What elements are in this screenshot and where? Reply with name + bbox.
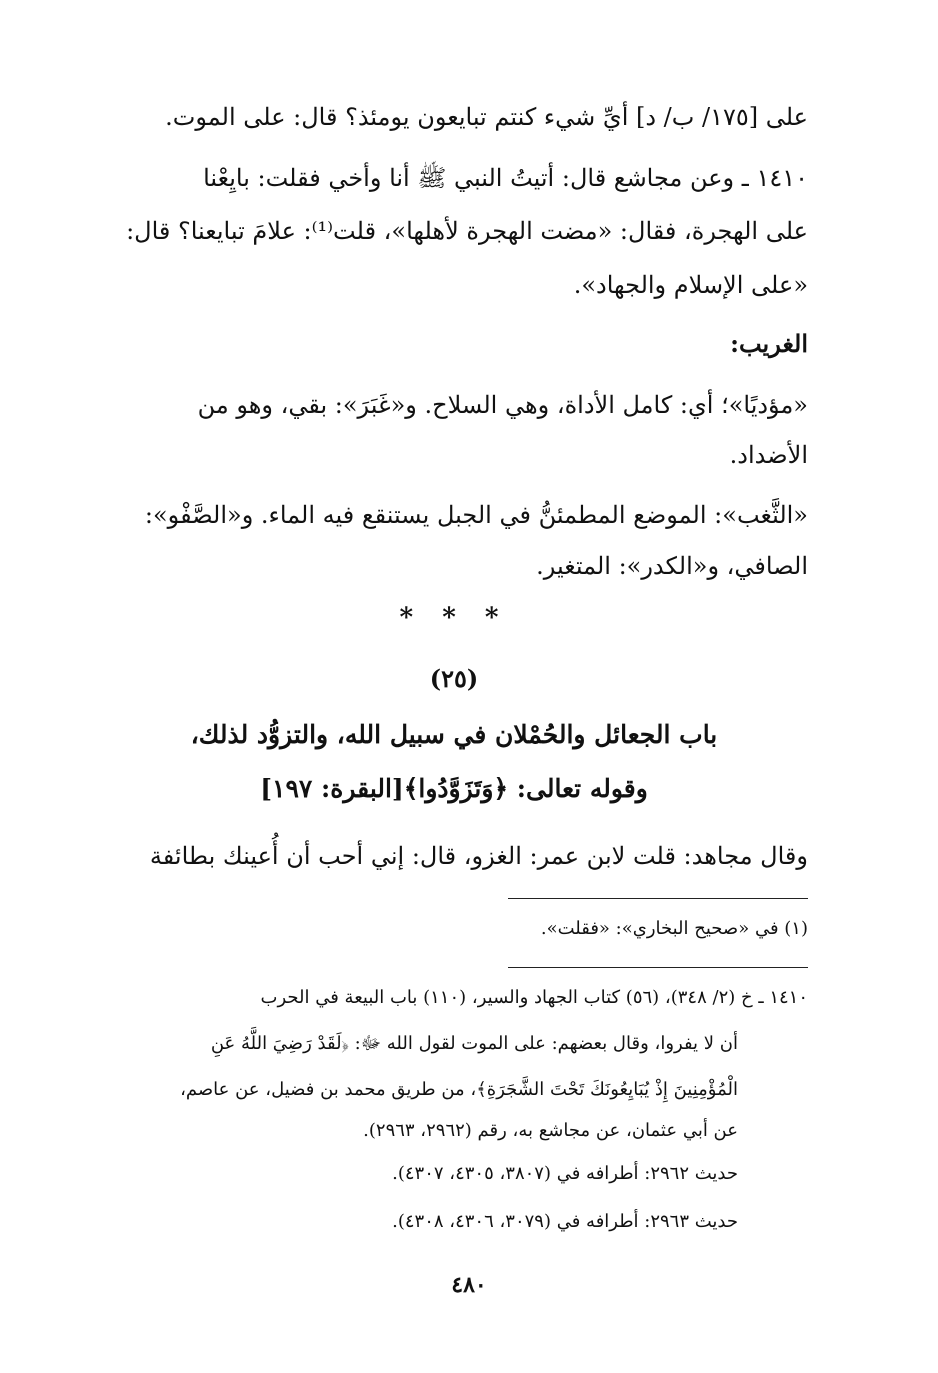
hadith-1410-line: ١٤١٠ ـ وعن مجاشع قال: أتيتُ النبي ﷺ أنا وأخي فقلت: بايِعْنا bbox=[203, 164, 808, 192]
takhrij-line: حديث ٢٩٦٢: أطرافه في (٣٨٠٧، ٤٣٠٥، ٤٣٠٧). bbox=[392, 1163, 738, 1184]
chapter-number: (٢٥) bbox=[429, 664, 479, 693]
takhrij-divider bbox=[508, 967, 808, 968]
separator-stars: * * * bbox=[399, 603, 509, 633]
text-line: «الثَّغب»: الموضع المطمئنُّ في الجبل يستنقع فيه الماء. و«الصَّفْو»: bbox=[144, 501, 808, 529]
section-heading-gharib: الغريب: bbox=[730, 329, 808, 358]
takhrij-line: الْمُؤْمِنِينَ إِذْ يُبَايِعُونَكَ تَحْتَ الشَّجَرَةِ﴾، من طريق محمد بن فضيل، عن عاصم، bbox=[180, 1079, 738, 1100]
text-line: وقال مجاهد: قلت لابن عمر: الغزو، قال: إني أحب أن أُعينك بطائفة bbox=[149, 842, 808, 870]
takhrij-line: حديث ٢٩٦٣: أطرافه في (٣٠٧٩، ٤٣٠٦، ٤٣٠٨). bbox=[392, 1211, 738, 1232]
footnote-divider bbox=[508, 898, 808, 899]
text-line: «مؤديًا»؛ أي: كامل الأداة، وهي السلاح. و«غَبَرَ»: بقي، وهو من bbox=[197, 391, 808, 419]
text-line: على [١٧٥/ ب/ د] أيِّ شيء كنتم تبايعون يومئذ؟ قال: على الموت. bbox=[165, 103, 808, 131]
text-line: الأضداد. bbox=[729, 441, 808, 469]
page-number: ٤٨٠ bbox=[451, 1272, 487, 1298]
footnote-1: (١) في «صحيح البخاري»: «فقلت». bbox=[540, 918, 808, 939]
takhrij-line: عن أبي عثمان، عن مجاشع به، رقم (٢٩٦٢، ٢٩٦٣). bbox=[363, 1120, 738, 1141]
text-line: على الهجرة، فقال: «مضت الهجرة لأهلها»، قلت⁽¹⁾: علامَ تبايعنا؟ قال: bbox=[126, 217, 808, 245]
chapter-title-line-1: باب الجعائل والحُمْلان في سبيل الله، والتزوُّد لذلك، bbox=[190, 720, 718, 749]
takhrij-line: ١٤١٠ ـ خ (٢/ ٣٤٨)، (٥٦) كتاب الجهاد والسير، (١١٠) باب البيعة في الحرب bbox=[260, 987, 808, 1008]
chapter-title-line-2: وقوله تعالى: ﴿وَتَزَوَّدُوا﴾[البقرة: ١٩٧] bbox=[260, 774, 648, 803]
text-line: الصافي، و«الكدر»: المتغير. bbox=[536, 552, 808, 580]
takhrij-line: أن لا يفروا، وقال بعضهم: على الموت لقول الله ﷻ: ﴿لَقَدْ رَضِيَ اللَّهُ عَنِ bbox=[210, 1033, 738, 1054]
text-line: «على الإسلام والجهاد». bbox=[573, 271, 808, 299]
